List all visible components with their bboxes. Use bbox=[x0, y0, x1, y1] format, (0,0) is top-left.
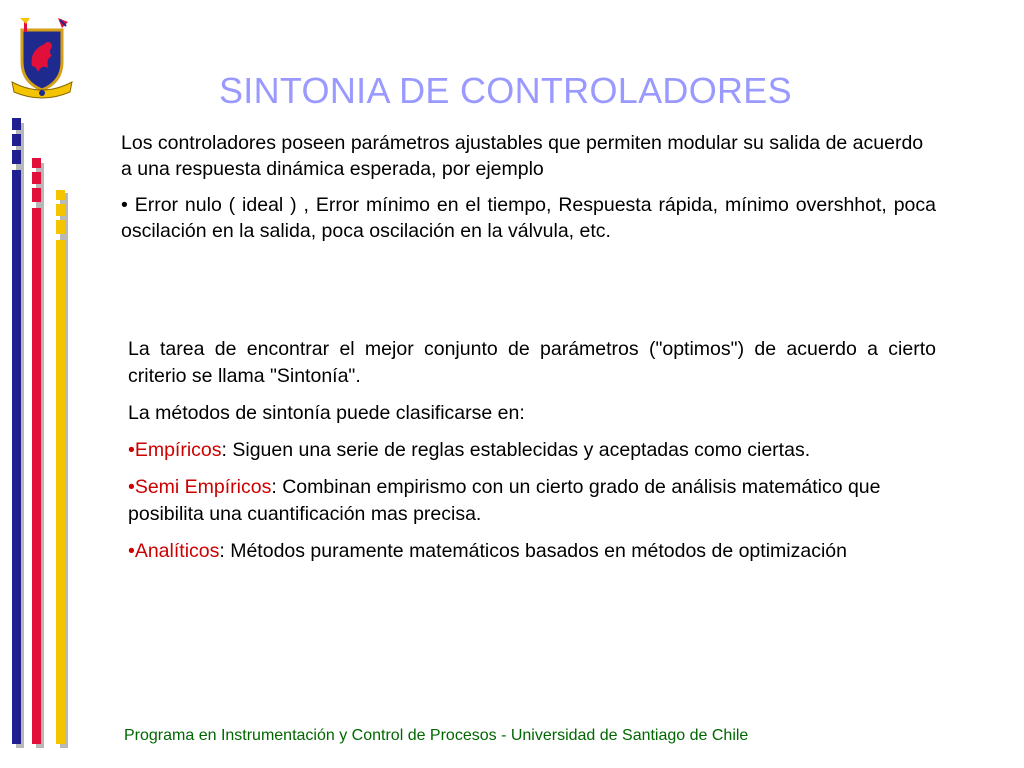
method-analiticos bbox=[128, 538, 936, 565]
method-name: •Analíticos bbox=[128, 540, 220, 562]
classification-intro: La métodos de sintonía puede clasificarse en: bbox=[128, 402, 525, 424]
footer-text: Programa en Instrumentación y Control de Procesos - Universidad de Santiago de Chile bbox=[124, 727, 749, 744]
method-name: •Semi Empíricos bbox=[128, 476, 272, 498]
definition-paragraph: La tarea de encontrar el mejor conjunto de parámetros ("optimos") de acuerdo a cierto criterio se llama "Sintonía". bbox=[128, 338, 936, 387]
slide-title: SINTONIA DE CONTROLADORES bbox=[219, 70, 792, 111]
method-semi-empiricos bbox=[128, 474, 936, 528]
method-name: •Empíricos bbox=[128, 439, 222, 461]
method-separator: : bbox=[271, 476, 277, 498]
method-separator: : bbox=[221, 439, 227, 461]
method-description: Métodos puramente matemáticos basados en métodos de optimización bbox=[224, 540, 847, 562]
decorative-stripes bbox=[8, 118, 72, 748]
methods-block bbox=[128, 336, 936, 565]
university-crest-icon bbox=[8, 16, 76, 100]
method-separator: : bbox=[219, 540, 225, 562]
intro-paragraph: Los controladores poseen parámetros ajustables que permiten modular su salida de acuerdo a una respuesta dinámica esperada, por ejemplo bbox=[121, 132, 924, 180]
method-empiricos bbox=[128, 437, 936, 464]
method-description: Siguen una serie de reglas establecidas y aceptadas como ciertas. bbox=[226, 439, 811, 461]
intro-block bbox=[121, 130, 936, 244]
example-bullet: • Error nulo ( ideal ) , Error mínimo en el tiempo, Respuesta rápida, mínimo overshhot, poca oscilación en la salida, poca oscilación en la válvula, etc. bbox=[121, 194, 936, 242]
method-description: Combinan empirismo con un cierto grado de análisis matemático que posibilita una cuantificación mas precisa. bbox=[128, 476, 881, 525]
